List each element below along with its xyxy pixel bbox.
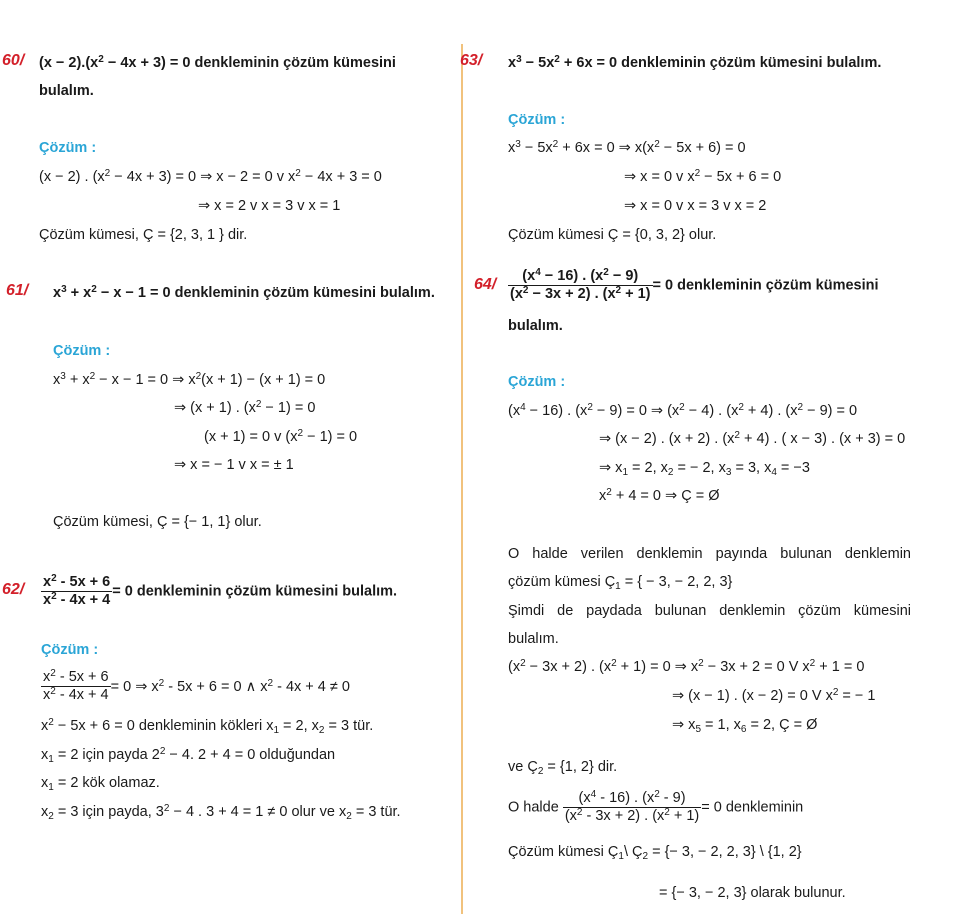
problem-64-line-6: ⇒ (x − 1) . (x − 2) = 0 V $x^2$ = − 1 (672, 687, 876, 704)
problem-63-line-3: ⇒ x = 0 v x = 3 v x = 2 (624, 198, 767, 214)
problem-63-line-1: $x^3 - 5x^2 + 6x = 0$ ⇒ $x(x^2 - 5x + 6) = 0$ (508, 139, 746, 156)
problem-61-line-2: ⇒ (x + 1) . $(x^2 - 1) = 0$ (174, 399, 316, 416)
problem-64-line-3: ⇒ $x_1 = 2$, $x_2$ = − 2, $x_3 = 3$, $x_4 = -3$ (599, 460, 810, 478)
problem-64-line-9-fraction: $\frac{(x^4 - 16) . (x^2 - 9)}{(x^2 - 3x + 2) . (x^2 + 1)}$ (564, 789, 700, 824)
problem-64-line-4: $x^2 + 4 = 0$ ⇒ Ç = Ø (599, 487, 720, 504)
problem-64-question-cont: bulalım. (508, 318, 563, 334)
problem-64-question: $\frac{(x^4 - 16) . (x^2 - 9)}{(x^2 - 3x + 2) . (x^2 + 1)}$ = 0 denkleminin çözüm kümesini (510, 267, 879, 302)
problem-64-paragraph-4: bulalım. (508, 631, 559, 647)
problem-61-line-3: (x + 1) = 0 v $(x^2 - 1) = 0$ (204, 428, 358, 445)
problem-60-line-2: ⇒ x = 2 v x = 3 v x = 1 (198, 198, 341, 214)
problem-62-line-5: $x_2 = 3$ için payda, $3^2 - 4$ . 3 + 4 = 1 ≠ 0 olur ve $x_2 = 3$ tür. (41, 803, 401, 822)
problem-62-fraction: $\frac{x^2 - 5x + 6}{x^2 - 4x + 4}$ (43, 573, 111, 608)
problem-62-line-4: $x_1 = 2$ kök olamaz. (41, 775, 160, 793)
problem-60-result: Çözüm kümesi, Ç = {2, 3, 1 } dir. (39, 227, 248, 243)
problem-64-line-9: O halde $\frac{(x^4 - 16) . (x^2 - 9)}{(x^2 - 3x + 2) . (x^2 + 1)}$ = 0 denkleminin (508, 789, 804, 824)
problem-number-64: 64/ (474, 276, 497, 293)
solution-label-61: Çözüm : (53, 343, 111, 359)
problem-61-question: $x^3 + x^2 - x - 1 = 0$ denkleminin çözüm kümesini bulalım. (53, 284, 435, 301)
solution-label-62: Çözüm : (41, 642, 99, 658)
problem-63-question: $x^3 - 5x^2 + 6x = 0$ denkleminin çözüm kümesini bulalım. (508, 54, 882, 71)
problem-64-line-7: ⇒ $x_5 = 1$, $x_6 = 2$, Ç = Ø (672, 717, 818, 735)
problem-60-question-cont: bulalım. (39, 83, 94, 99)
problem-number-63: 63/ (460, 52, 483, 69)
solution-label-60: Çözüm : (39, 140, 97, 156)
problem-64-final-result: = {− 3, − 2, 3} olarak bulunur. (659, 885, 846, 901)
problem-62-line-1: $\frac{x^2 - 5x + 6}{x^2 - 4x + 4}$ = 0 ⇒ $x^2 - 5x + 6 = 0$ ∧ $x^2 - 4x + 4 \ne 0$ (43, 668, 350, 703)
problem-63-line-2: ⇒ x = 0 v $x^2 - 5x + 6 = 0$ (624, 168, 782, 185)
problem-61-result: Çözüm kümesi, Ç = {− 1, 1} olur. (53, 514, 262, 530)
problem-number-61: 61/ (6, 282, 29, 299)
problem-62-line-3: $x_1 = 2$ için payda $2^2 - 4$. 2 + 4 = 0 olduğundan (41, 746, 336, 765)
solution-label-64: Çözüm : (508, 374, 566, 390)
problem-62-question: $\frac{x^2 - 5x + 6}{x^2 - 4x + 4}$ = 0 denkleminin çözüm kümesini bulalım. (43, 573, 398, 608)
problem-60-line-1: (x − 2) . $(x^2 - 4x + 3) = 0$ ⇒ x − 2 = 0 v $x^2 - 4x + 3 = 0$ (39, 168, 382, 185)
solution-label-63: Çözüm : (508, 112, 566, 128)
problem-62-line-1-fraction: $\frac{x^2 - 5x + 6}{x^2 - 4x + 4}$ (43, 668, 109, 703)
problem-number-60: 60/ (2, 52, 25, 69)
column-divider (461, 44, 463, 914)
problem-64-paragraph-2: çözüm kümesi $Ç_1$ = { − 3, − 2, 2, 3} (508, 574, 733, 592)
problem-number-62: 62/ (2, 581, 25, 598)
problem-63-result: Çözüm kümesi Ç = {0, 3, 2} olur. (508, 227, 717, 243)
problem-62-line-2: $x^2 - 5x + 6 = 0$ denkleminin kökleri $x_1 = 2$, $x_2 = 3$ tür. (41, 717, 374, 736)
problem-64-fraction: $\frac{(x^4 - 16) . (x^2 - 9)}{(x^2 - 3x + 2) . (x^2 + 1)}$ (510, 267, 651, 302)
problem-64-paragraph-1: O halde verilen denklemin payında bulunan denklemin (508, 546, 911, 562)
problem-61-line-1: $x^3 + x^2 - x - 1 = 0$ ⇒ $x^2(x + 1) - (x + 1) = 0$ (53, 371, 326, 388)
problem-64-line-5: $(x^2 - 3x + 2)$ . $(x^2 + 1) = 0$ ⇒ $x^2 - 3x + 2 = 0$ V $x^2 + 1 = 0$ (508, 658, 865, 675)
problem-64-paragraph-3: Şimdi de paydada bulunan denklemin çözüm kümesini (508, 603, 911, 619)
problem-64-line-8: ve $Ç_2 = \{1$, 2} dir. (508, 759, 618, 777)
problem-64-line-10: Çözüm kümesi $Ç_1\backslash$ $Ç_2$ = {− 3, − 2, 2, 3} \ {1, 2} (508, 844, 802, 862)
problem-61-line-4: ⇒ x = − 1 v x = ± 1 (174, 457, 294, 473)
problem-60-question: $(x - 2).(x^2 - 4x + 3) = 0$ denkleminin çözüm kümesini (39, 54, 396, 71)
problem-64-line-2: ⇒ (x − 2) . (x + 2) . $(x^2 + 4)$ . ( x − 3) . (x + 3) = 0 (599, 430, 906, 447)
problem-64-line-1: $(x^4 - 16)$ . $(x^2 - 9) = 0$ ⇒ $(x^2 - 4)$ . $(x^2 + 4)$ . $(x^2 - 9) = 0$ (508, 402, 858, 419)
